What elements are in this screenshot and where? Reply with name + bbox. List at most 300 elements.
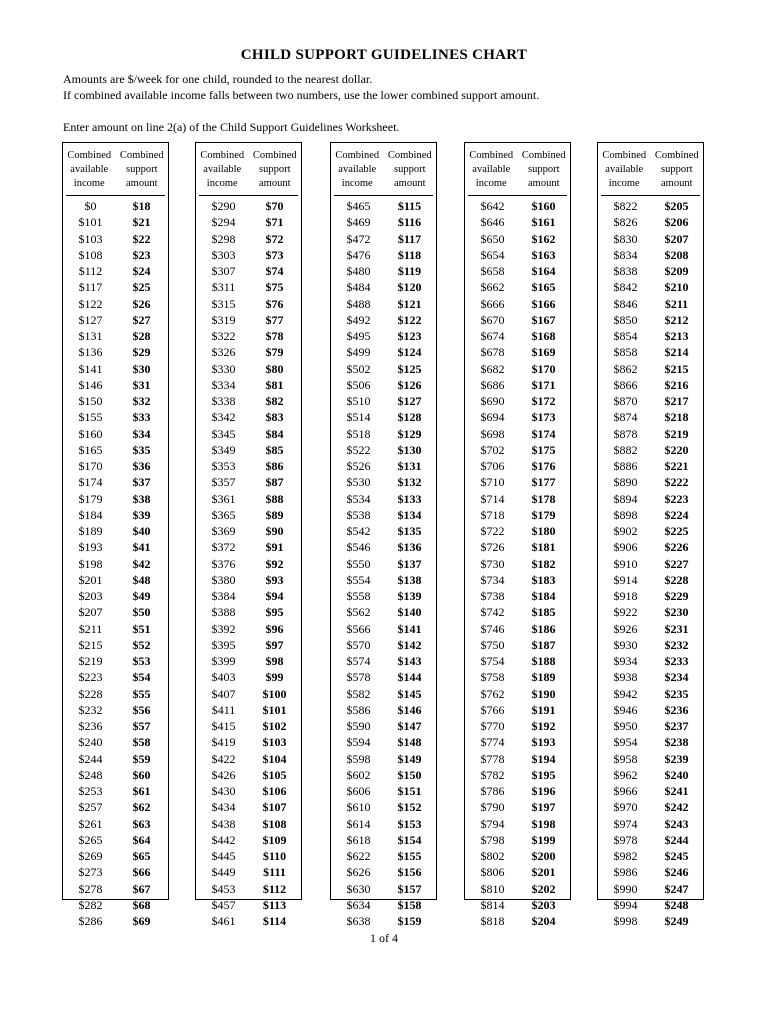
amount-cell: $219 [664,426,689,441]
header-line: Combined [521,150,566,161]
header-line: Combined [654,150,699,161]
income-cell: $946 [613,702,638,717]
amount-cell: $131 [397,459,422,473]
income-cell: $179 [78,491,103,506]
amount-cell: $112 [262,881,287,896]
table-row [63,556,168,572]
amount-cell: $211 [664,296,689,311]
income-cell: $718 [480,507,505,522]
income-cell: $403 [211,670,236,685]
income-cell: $253 [78,784,103,798]
amount-cell: $23 [132,247,151,262]
amount-cell: $95 [265,605,284,620]
amount-cell: $165 [531,280,556,295]
amount-cell: $48 [132,572,151,587]
income-cell: $372 [211,540,236,555]
table-row [331,507,436,523]
table-row [331,539,436,555]
amount-cell: $144 [397,670,422,685]
table-row [63,361,168,377]
income-cell: $472 [346,231,371,246]
table-row [598,816,703,832]
amount-cell: $164 [531,264,556,278]
table-row [63,832,168,848]
header-line: support [394,164,426,175]
income-cell: $160 [78,426,103,441]
amount-cell: $136 [397,540,422,555]
income-cell: $542 [346,524,371,538]
amount-cell: $58 [132,735,151,750]
table-row [331,409,436,425]
income-cell: $774 [480,735,505,750]
header-line: available [70,164,109,175]
income-cell: $698 [480,426,505,441]
table-row [196,669,301,685]
table-row [196,588,301,604]
income-cell: $422 [211,751,236,766]
amount-cell: $56 [132,702,151,717]
header-combined-available-income [196,149,249,195]
table-row [63,816,168,832]
table-row [63,312,168,328]
table-row [331,231,436,247]
table-row [598,572,703,588]
income-cell: $380 [211,572,236,587]
amount-cell: $185 [531,605,556,620]
income-cell: $522 [346,442,371,457]
amount-cell: $184 [531,589,556,603]
table-row [331,848,436,864]
income-cell: $215 [78,637,103,652]
table-row [465,604,570,620]
income-cell: $758 [480,670,505,685]
income-cell: $790 [480,800,505,815]
income-cell: $326 [211,345,236,360]
amount-cell: $92 [265,556,284,571]
income-cell: $480 [346,264,371,278]
income-cell: $502 [346,361,371,376]
notes [63,71,539,135]
header-line: amount [661,178,693,189]
amount-cell: $194 [531,751,556,766]
table-row [63,799,168,815]
table-row [465,572,570,588]
amount-cell: $59 [132,751,151,766]
income-cell: $457 [211,897,236,912]
table-row [598,897,703,913]
table-row [196,247,301,263]
amount-cell: $135 [397,524,422,538]
header-divider [468,195,567,196]
income-cell: $518 [346,426,371,441]
income-cell: $578 [346,670,371,685]
page-title: CHILD SUPPORT GUIDELINES CHART [240,47,528,63]
table-row [196,539,301,555]
income-cell: $538 [346,507,371,522]
amount-cell: $214 [664,345,689,360]
table-row [465,816,570,832]
table-row [196,491,301,507]
amount-cell: $82 [265,394,284,408]
amount-cell: $40 [132,524,151,538]
amount-cell: $232 [664,637,689,652]
amount-cell: $153 [397,816,422,831]
amount-cell: $195 [531,767,556,782]
income-cell: $962 [613,767,638,782]
table-row [331,426,436,442]
table-row [465,897,570,913]
table-row [465,783,570,799]
amount-cell: $28 [132,329,151,343]
support-table-1 [62,142,169,928]
table-row [331,604,436,620]
table-row [465,442,570,458]
table-row [598,312,703,328]
amount-cell: $235 [664,686,689,701]
income-cell: $376 [211,556,236,571]
income-cell: $786 [480,784,505,798]
income-cell: $198 [78,556,103,571]
income-cell: $449 [211,865,236,880]
income-cell: $598 [346,751,371,766]
table-row [63,686,168,702]
table-row [331,767,436,783]
income-cell: $426 [211,767,236,782]
income-cell: $722 [480,524,505,538]
income-cell: $958 [613,751,638,766]
amount-cell: $168 [531,329,556,343]
table-row [598,442,703,458]
income-cell: $550 [346,556,371,571]
table-row [331,913,436,929]
table-row [196,328,301,344]
income-cell: $174 [78,475,103,490]
table-row [331,393,436,409]
income-cell: $858 [613,345,638,360]
income-cell: $265 [78,832,103,847]
amount-cell: $18 [132,199,151,213]
amount-cell: $36 [132,459,151,473]
income-cell: $926 [613,621,638,636]
amount-cell: $69 [132,914,151,928]
amount-cell: $31 [132,377,151,392]
amount-cell: $152 [397,800,422,815]
amount-cell: $88 [265,491,284,506]
amount-cell: $162 [531,231,556,246]
income-cell: $273 [78,865,103,880]
table-row [196,523,301,539]
table-row [465,734,570,750]
income-cell: $361 [211,491,236,506]
income-cell: $203 [78,589,103,603]
income-cell: $730 [480,556,505,571]
header-line: support [661,164,693,175]
header-line: Combined [67,150,112,161]
income-cell: $674 [480,329,505,343]
note-line: Amounts are $/week for one child, rounded to the nearest dollar. [63,72,373,86]
income-cell: $662 [480,280,505,295]
support-table-5 [597,142,704,928]
table-row [598,686,703,702]
income-cell: $714 [480,491,505,506]
income-cell: $658 [480,264,505,278]
amount-cell: $101 [262,702,287,717]
income-cell: $986 [613,865,638,880]
table-row [598,734,703,750]
income-cell: $666 [480,296,505,311]
header-combined-support-amount [651,149,704,195]
amount-cell: $247 [664,881,689,896]
amount-cell: $102 [262,719,287,733]
amount-cell: $119 [397,264,422,278]
table-row [331,198,436,214]
table-row [196,344,301,360]
income-cell: $754 [480,654,505,668]
header-combined-support-amount [116,149,169,195]
income-cell: $290 [211,199,236,213]
table-row [196,913,301,929]
income-cell: $407 [211,686,236,701]
table-row [598,637,703,653]
amount-cell: $73 [265,247,284,262]
table-row [598,653,703,669]
header-line: Combined [252,150,297,161]
table-row [63,344,168,360]
income-cell: $307 [211,264,236,278]
table-row [63,669,168,685]
amount-cell: $94 [265,589,284,603]
amount-cell: $193 [531,735,556,750]
income-cell: $566 [346,621,371,636]
amount-cell: $196 [531,784,556,798]
amount-cell: $72 [265,231,284,246]
amount-cell: $29 [132,345,151,360]
income-cell: $686 [480,377,505,392]
income-cell: $244 [78,751,103,766]
income-cell: $510 [346,394,371,408]
table-row [63,523,168,539]
amount-cell: $115 [397,199,422,213]
income-cell: $438 [211,816,236,831]
table-row [598,588,703,604]
table-row [598,344,703,360]
header-line: income [341,178,373,189]
amount-cell: $171 [531,377,556,392]
income-cell: $810 [480,881,505,896]
amount-cell: $57 [132,719,151,733]
table-row [63,751,168,767]
table-row [465,458,570,474]
income-cell: $582 [346,686,371,701]
amount-cell: $123 [397,329,422,343]
income-cell: $954 [613,735,638,750]
amount-cell: $225 [664,524,689,538]
table-row [331,263,436,279]
header-divider [601,195,700,196]
income-cell: $278 [78,881,103,896]
table-header [196,143,301,195]
amount-cell: $167 [531,312,556,327]
amount-cell: $106 [262,784,287,798]
table-row [63,231,168,247]
amount-cell: $151 [397,784,422,798]
amount-cell: $121 [397,296,422,311]
income-cell: $189 [78,524,103,538]
income-cell: $798 [480,832,505,847]
table-row [465,832,570,848]
table-row [196,604,301,620]
income-cell: $726 [480,540,505,555]
income-cell: $746 [480,621,505,636]
table-row [196,848,301,864]
header-line: support [126,164,158,175]
amount-cell: $66 [132,865,151,880]
amount-cell: $78 [265,329,284,343]
amount-cell: $212 [664,312,689,327]
income-cell: $742 [480,605,505,620]
table-row [598,783,703,799]
table-row [196,767,301,783]
table-row [598,604,703,620]
amount-cell: $227 [664,556,689,571]
income-cell: $303 [211,247,236,262]
header-line: available [338,164,377,175]
income-cell: $570 [346,637,371,652]
table-rows [331,198,436,929]
income-cell: $155 [78,410,103,425]
income-cell: $411 [211,702,236,717]
table-row [63,783,168,799]
amount-cell: $177 [531,475,556,490]
table-rows [196,198,301,929]
amount-cell: $137 [397,556,422,571]
table-row [63,702,168,718]
amount-cell: $248 [664,897,689,912]
income-cell: $127 [78,312,103,327]
table-row [598,913,703,929]
income-cell: $782 [480,767,505,782]
table-row [465,214,570,230]
amount-cell: $222 [664,475,689,490]
amount-cell: $148 [397,735,422,750]
table-row [331,864,436,880]
table-row [598,751,703,767]
amount-cell: $117 [397,231,422,246]
income-cell: $814 [480,897,505,912]
table-row [63,491,168,507]
table-row [331,344,436,360]
amount-cell: $216 [664,377,689,392]
amount-cell: $65 [132,849,151,863]
income-cell: $136 [78,345,103,360]
amount-cell: $37 [132,475,151,490]
income-cell: $334 [211,377,236,392]
table-row [331,897,436,913]
table-row [196,897,301,913]
table-row [465,474,570,490]
amount-cell: $188 [531,654,556,668]
income-cell: $822 [613,199,638,213]
income-cell: $311 [211,280,236,295]
header-divider [199,195,298,196]
income-cell: $766 [480,702,505,717]
table-row [465,328,570,344]
amount-cell: $130 [397,442,422,457]
table-row [196,458,301,474]
income-cell: $618 [346,832,371,847]
income-cell: $257 [78,800,103,815]
income-cell: $369 [211,524,236,538]
amount-cell: $26 [132,296,151,311]
amount-cell: $118 [397,247,422,262]
income-cell: $101 [78,215,103,230]
amount-cell: $99 [265,670,284,685]
income-cell: $150 [78,394,103,408]
table-row [598,279,703,295]
header-divider [334,195,433,196]
header-line: Combined [119,150,164,161]
income-cell: $103 [78,231,103,246]
amount-cell: $97 [265,637,284,652]
table-row [465,799,570,815]
amount-cell: $50 [132,605,151,620]
amount-cell: $142 [397,637,422,652]
table-row [63,328,168,344]
table-row [465,263,570,279]
income-cell: $902 [613,524,638,538]
amount-cell: $113 [262,897,287,912]
table-row [63,214,168,230]
amount-cell: $149 [397,751,422,766]
table-row [465,361,570,377]
amount-cell: $39 [132,507,151,522]
income-cell: $606 [346,784,371,798]
amount-cell: $42 [132,556,151,571]
income-cell: $862 [613,361,638,376]
amount-cell: $186 [531,621,556,636]
amount-cell: $175 [531,442,556,457]
amount-cell: $145 [397,686,422,701]
income-cell: $602 [346,767,371,782]
income-cell: $762 [480,686,505,701]
income-cell: $294 [211,215,236,230]
income-cell: $392 [211,621,236,636]
table-row [465,669,570,685]
amount-cell: $231 [664,621,689,636]
table-row [331,686,436,702]
header-line: available [203,164,242,175]
income-cell: $330 [211,361,236,376]
header-line: income [475,178,507,189]
income-cell: $978 [613,832,638,847]
amount-cell: $220 [664,442,689,457]
table-row [598,848,703,864]
income-cell: $338 [211,394,236,408]
table-row [598,231,703,247]
table-row [196,312,301,328]
header-line: Combined [469,150,514,161]
table-row [196,279,301,295]
income-cell: $146 [78,377,103,392]
income-cell: $650 [480,231,505,246]
amount-cell: $199 [531,832,556,847]
header-line: income [608,178,640,189]
amount-cell: $132 [397,475,422,490]
amount-cell: $93 [265,572,284,587]
income-cell: $690 [480,394,505,408]
header-line: available [605,164,644,175]
table-row [331,702,436,718]
